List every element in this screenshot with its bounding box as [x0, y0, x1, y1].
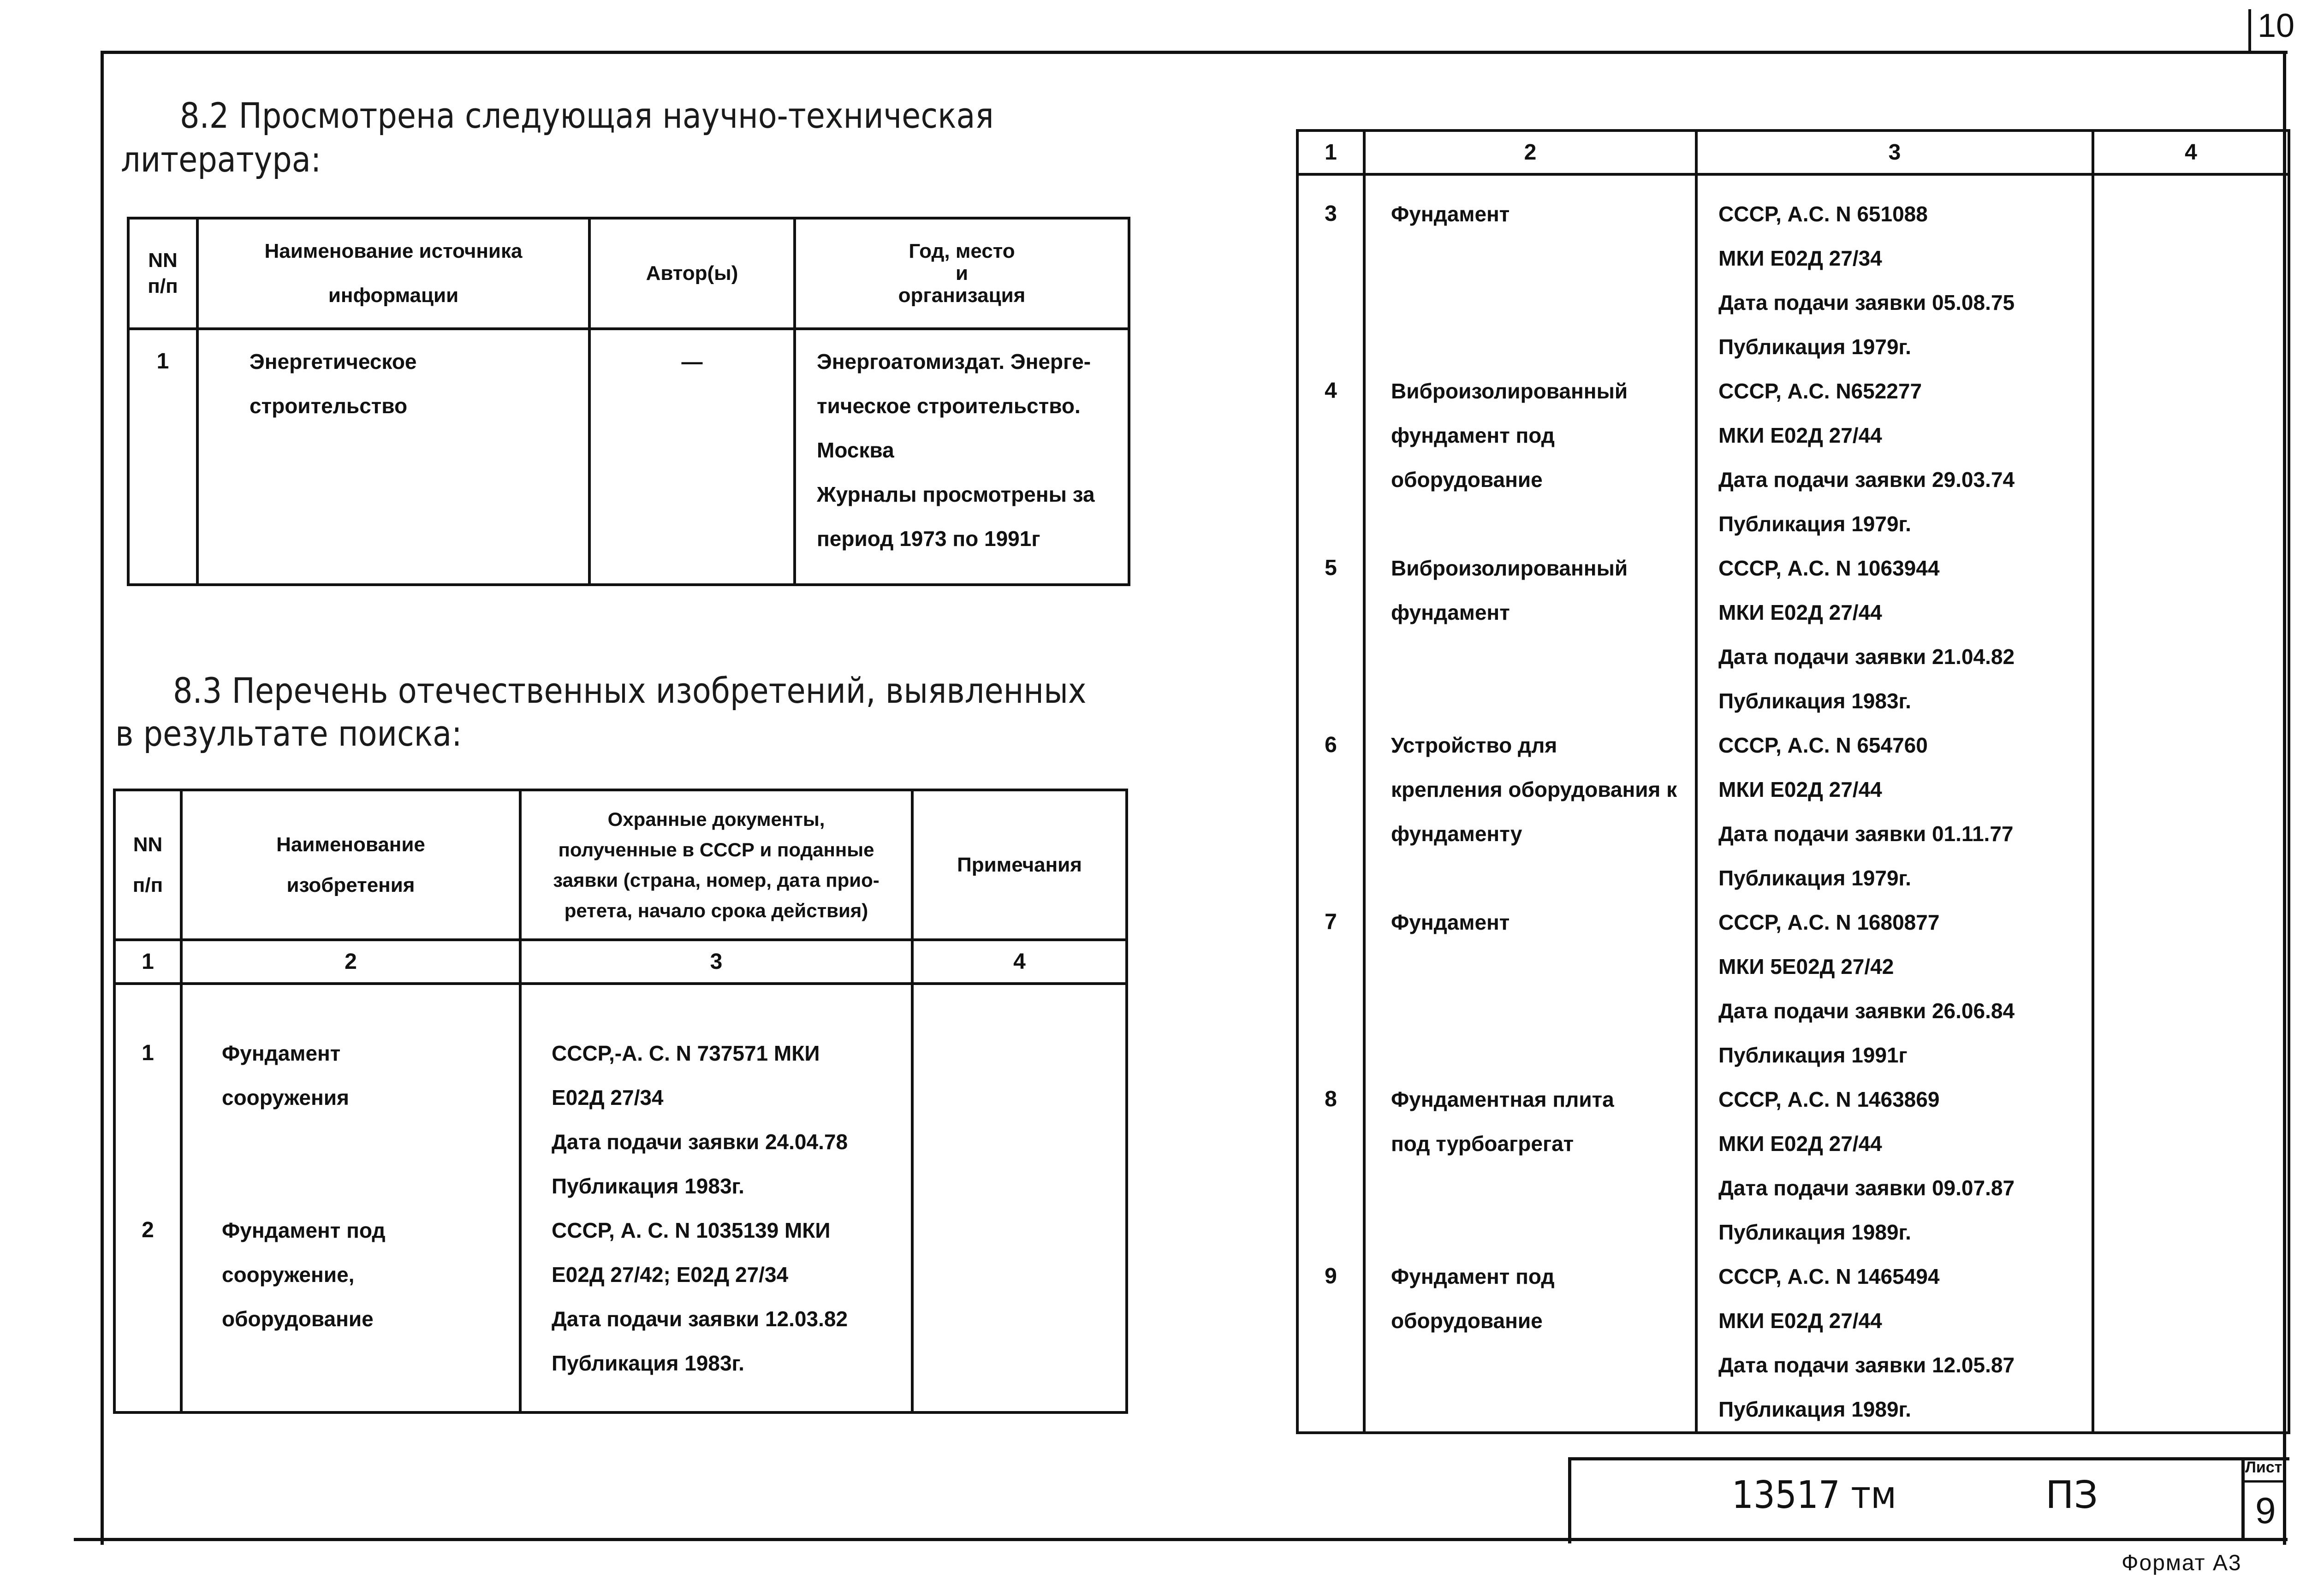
title-block	[1568, 1457, 2289, 1543]
t3-colnum-2: 2	[1364, 131, 1696, 174]
section-8-2-heading	[180, 95, 994, 137]
section-8-2-line1: 8.2 Просмотрена следующая научно-техническая	[180, 95, 994, 136]
t2-header-name: Наименование изобретения	[181, 790, 520, 940]
section-8-3-line2: в результате поиска:	[115, 713, 462, 754]
frame-corner-tick	[2248, 9, 2251, 52]
t1-header-author: Автор(ы)	[589, 218, 795, 329]
t2-header-notes: Примечания	[912, 790, 1127, 940]
frame-top	[101, 51, 2288, 54]
t3-colnum-3: 3	[1696, 131, 2093, 174]
t2-notes	[912, 984, 1127, 1412]
t3-colnum-1: 1	[1297, 131, 1364, 174]
doc-code: 13517 тм	[1732, 1473, 1896, 1517]
t1-header-num: NN п/п	[128, 218, 197, 329]
frame-left	[101, 51, 104, 1545]
t1-row1-num: 1	[128, 329, 197, 585]
title-block-sheet-divider	[2241, 1480, 2286, 1483]
t2-colnum-2: 2	[181, 940, 520, 984]
t2-names: Фундамент сооружения Фундамент под сооружение, оборудование	[181, 984, 520, 1412]
section-8-3-line1: 8.3 Перечень отечественных изобретений, выявленных	[173, 670, 1087, 711]
table-row	[128, 329, 1129, 585]
t3-notes	[2093, 174, 2289, 1433]
t1-header-org: Год, место и организация	[795, 218, 1129, 329]
table-row	[1297, 174, 2289, 1433]
t1-row1-org: Энергоатомиздат. Энерге- тическое строительство. Москва Журналы просмотрены за период 1973 по 1991г	[795, 329, 1129, 585]
section-8-2-heading-cont	[121, 138, 321, 181]
literature-table	[127, 217, 1130, 586]
t2-docs: СССР,-А. С. N 737571 МКИ Е02Д 27/34 Дата подачи заявки 24.04.78 Публикация 1983г. СССР, А. С. N 1035139 МКИ Е02Д 27/42; Е02Д 27/34 Дата подачи заявки 12.03.82 Публикация 1983г.	[520, 984, 912, 1412]
t1-row1-name: Энергетическое строительство	[197, 329, 589, 585]
t3-nums: 3 4 5 6 7 8 9	[1297, 174, 1364, 1433]
section-8-3-heading	[173, 670, 1086, 712]
t2-header-num: NN п/п	[114, 790, 181, 940]
format-label: Формат А3	[2122, 1551, 2242, 1575]
t2-nums: 1 2	[114, 984, 181, 1412]
title-block-divider	[2241, 1457, 2245, 1540]
t1-header-name: Наименование источника информации	[197, 218, 589, 329]
t3-colnum-4: 4	[2093, 131, 2289, 174]
inventions-table-left	[113, 789, 1128, 1414]
table-row	[114, 984, 1127, 1412]
t2-colnum-1: 1	[114, 940, 181, 984]
corner-page-number: 10	[2258, 7, 2295, 44]
t1-row1-author: —	[589, 329, 795, 585]
section-8-2-line2: литература:	[121, 139, 321, 180]
t3-names: Фундамент Виброизолированный фундамент под оборудование Виброизолированный фундамент Устройство для крепления оборудования к фундаменту Фундамент Фундаментная плита под турбоагрегат Фундамент под оборудование	[1364, 174, 1696, 1433]
sheet-label: Лист	[2245, 1459, 2282, 1476]
doc-type: ПЗ	[2045, 1473, 2098, 1517]
inventions-table-right	[1296, 129, 2290, 1434]
t2-colnum-4: 4	[912, 940, 1127, 984]
t2-header-docs: Охранные документы, полученные в СССР и поданные заявки (страна, номер, дата прио- ретета, начало срока действия)	[520, 790, 912, 940]
sheet-number: 9	[2255, 1490, 2276, 1531]
t3-docs: СССР, А.С. N 651088 МКИ Е02Д 27/34 Дата подачи заявки 05.08.75 Публикация 1979г. СССР, А.С. N652277 МКИ Е02Д 27/44 Дата подачи заявки 29.03.74 Публикация 1979г. СССР, А.С. N 1063944 МКИ Е02Д 27/44 Дата подачи заявки 21.04.82 Публикация 1983г. СССР, А.С. N 654760 МКИ Е02Д 27/44 Дата подачи заявки 01.11.77 Публикация 1979г. СССР, А.С. N 1680877 МКИ 5Е02Д 27/42 Дата подачи заявки 26.06.84 Публикация 1991г СССР, А.С. N 1463869 МКИ Е02Д 27/44 Дата подачи заявки 09.07.87 Публикация 1989г. СССР, А.С. N 1465494 МКИ Е02Д 27/44 Дата подачи заявки 12.05.87 Публикация 1989г.	[1696, 174, 2093, 1433]
section-8-3-heading-cont	[115, 712, 462, 755]
t2-colnum-3: 3	[520, 940, 912, 984]
